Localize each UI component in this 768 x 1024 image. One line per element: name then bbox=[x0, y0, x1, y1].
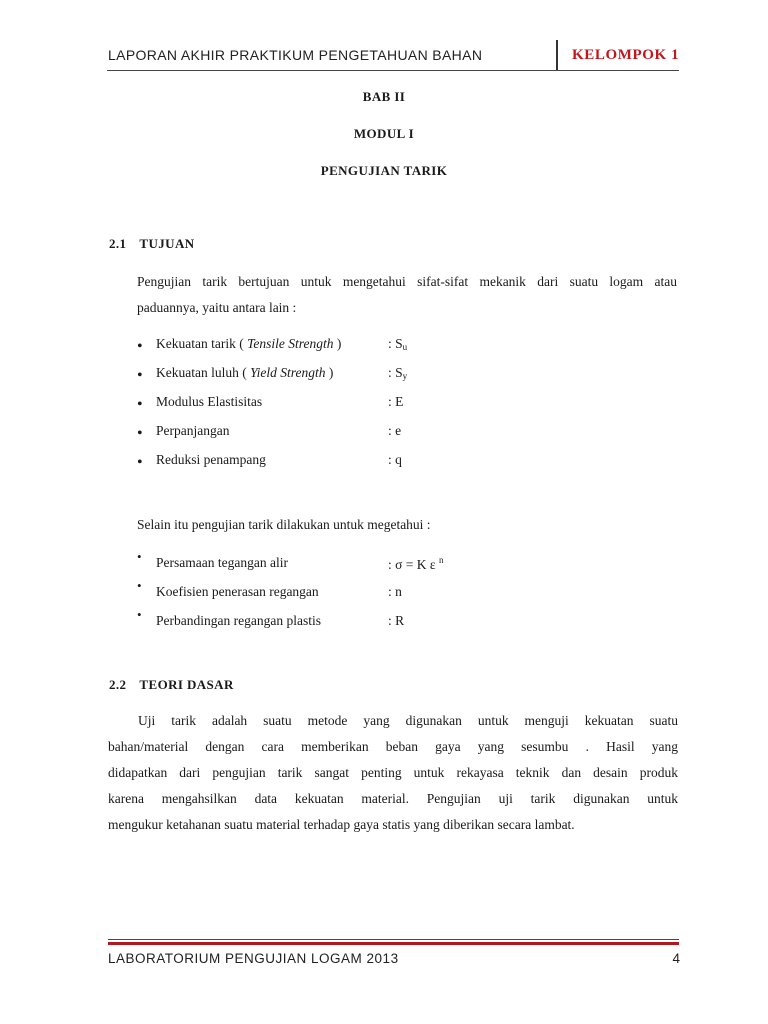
section-number: 2.2 bbox=[109, 677, 127, 692]
header-group-label: KELOMPOK 1 bbox=[572, 47, 680, 63]
bullet-icon: • bbox=[137, 425, 143, 442]
section-heading-tujuan bbox=[109, 236, 195, 252]
list-item bbox=[137, 394, 677, 423]
footer-lab-name: LABORATORIUM PENGUJIAN LOGAM 2013 bbox=[108, 951, 399, 966]
item-label: Perbandingan regangan plastis bbox=[156, 613, 321, 628]
paragraph-line: Pengujian tarik bertujuan untuk mengetahui sifat-sifat mekanik dari suatu logam atau bbox=[137, 274, 677, 289]
paragraph-line: bahan/material dengan cara memberikan beban gaya yang sesumbu . Hasil yang bbox=[108, 739, 678, 754]
item-label: Persamaan tegangan alir bbox=[156, 555, 288, 570]
module-title: MODUL I bbox=[353, 126, 415, 141]
bullet-icon: • bbox=[137, 367, 143, 384]
bullet-icon: • bbox=[137, 454, 143, 471]
list-item bbox=[137, 607, 677, 642]
item-value: : n bbox=[388, 584, 402, 599]
header-separator bbox=[556, 40, 558, 71]
header-rule bbox=[107, 70, 679, 71]
chapter-title: BAB II bbox=[362, 89, 406, 104]
paragraph-line: mengukur ketahanan suatu material terhadap gaya statis yang diberikan secara lambat. bbox=[108, 817, 575, 832]
list-item bbox=[137, 549, 677, 584]
bullet-icon: • bbox=[137, 549, 142, 564]
list-item bbox=[137, 365, 677, 394]
properties-list bbox=[137, 336, 677, 481]
paragraph-line: karena mengahsilkan data kekuatan material. Pengujian uji tarik digunakan untuk bbox=[108, 791, 678, 806]
page-number: 4 bbox=[672, 951, 680, 966]
section-number: 2.1 bbox=[109, 236, 127, 251]
header-report-title: LAPORAN AKHIR PRAKTIKUM PENGETAHUAN BAHAN bbox=[108, 47, 483, 63]
property-label: Kekuatan tarik ( Tensile Strength ) bbox=[156, 336, 342, 351]
property-symbol: : $S_u$ bbox=[388, 336, 408, 352]
additional-intro bbox=[137, 512, 677, 538]
item-value: : R bbox=[388, 613, 405, 628]
item-label: Koefisien penerasan regangan bbox=[156, 584, 319, 599]
additional-list bbox=[137, 549, 677, 642]
section-title: TEORI DASAR bbox=[139, 677, 234, 692]
bullet-icon: • bbox=[137, 578, 142, 593]
property-label: Kekuatan luluh ( Yield Strength ) bbox=[156, 365, 334, 380]
section-heading-teori-dasar bbox=[109, 677, 234, 693]
paragraph-line: paduannya, yaitu antara lain : bbox=[137, 300, 297, 315]
list-item bbox=[137, 452, 677, 481]
paragraph-line: Selain itu pengujian tarik dilakukan untuk megetahui : bbox=[137, 517, 431, 532]
property-symbol: : $S_y$ bbox=[388, 365, 408, 381]
list-item bbox=[137, 336, 677, 365]
bullet-icon: • bbox=[137, 338, 143, 355]
subject-title: PENGUJIAN TARIK bbox=[320, 163, 448, 178]
theory-paragraph bbox=[108, 708, 678, 838]
footer-rule bbox=[108, 939, 679, 940]
property-label: Reduksi penampang bbox=[156, 452, 266, 467]
paragraph-line: Uji tarik adalah suatu metode yang digunakan untuk menguji kekuatan suatu bbox=[138, 713, 678, 728]
bullet-icon: • bbox=[137, 396, 143, 413]
property-label: Perpanjangan bbox=[156, 423, 230, 438]
list-item bbox=[137, 423, 677, 452]
bullet-icon: • bbox=[137, 607, 142, 622]
paragraph-line: didapatkan dari pengujian tarik sangat penting untuk rekayasa teknik dan desain produk bbox=[108, 765, 678, 780]
goal-intro-paragraph bbox=[137, 269, 677, 321]
section-title: TUJUAN bbox=[139, 236, 195, 251]
property-symbol: : E bbox=[388, 394, 404, 409]
property-symbol: : e bbox=[388, 423, 402, 438]
footer-rule-thick bbox=[108, 942, 679, 945]
property-symbol: : q bbox=[388, 452, 402, 467]
property-label: Modulus Elastisitas bbox=[156, 394, 263, 409]
list-item bbox=[137, 578, 677, 613]
item-value: : σ = K ε $^n$ bbox=[388, 555, 444, 572]
